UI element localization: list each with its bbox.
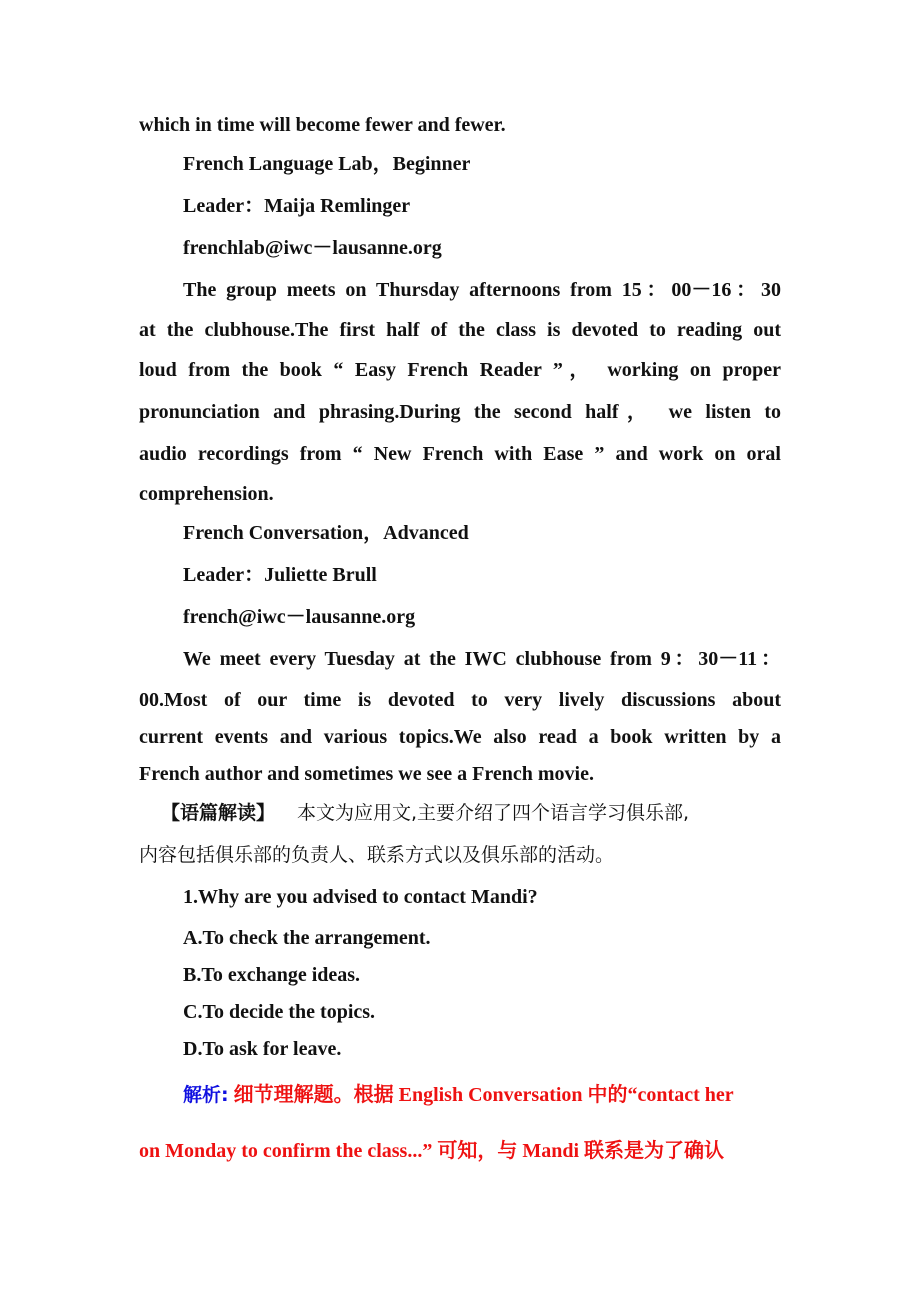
club-desc-line: pronunciation and phrasing.During the second half， we listen to	[139, 401, 781, 423]
explanation-line	[183, 1083, 781, 1107]
question-option-c: C.To decide the topics.	[183, 1001, 376, 1023]
analysis-line: 内容包括俱乐部的负责人、联系方式以及俱乐部的活动。	[139, 844, 615, 866]
question-option-d: D.To ask for leave.	[183, 1038, 342, 1060]
club-desc-line: loud from the book “ Easy French Reader ”， working on proper	[139, 359, 781, 381]
club-email: frenchlab@iwc－lausanne.org	[183, 237, 442, 259]
club-leader: Leader：Maija Remlinger	[183, 195, 411, 217]
explanation-text: 细节理解题。根据 English Conversation 中的“contact her	[233, 1084, 734, 1106]
club-title: French Language Lab，Beginner	[183, 153, 471, 175]
club-email: french@iwc－lausanne.org	[183, 606, 416, 628]
club-desc-line: We meet every Tuesday at the IWC clubhouse from 9：30－11：	[183, 648, 781, 670]
explanation-line: on Monday to confirm the class...” 可知，与 Mandi 联系是为了确认	[139, 1140, 724, 1162]
club-desc-line: 00.Most of our time is devoted to very lively discussions about	[139, 689, 781, 711]
analysis-label: 【语篇解读】	[161, 802, 276, 824]
club-desc-line: French author and sometimes we see a French movie.	[139, 763, 594, 785]
club-desc-line: at the clubhouse.The first half of the class is devoted to reading out	[139, 319, 781, 341]
club-desc-line: current events and various topics.We also read a book written by a	[139, 726, 781, 748]
club-leader: Leader：Juliette Brull	[183, 564, 377, 586]
analysis-text: 本文为应用文,主要介绍了四个语言学习俱乐部,	[297, 802, 690, 824]
explanation-label: 解析:	[183, 1084, 229, 1106]
question-option-a: A.To check the arrangement.	[183, 927, 431, 949]
club-desc-line: The group meets on Thursday afternoons from 15：00－16：30	[183, 279, 781, 301]
question-option-b: B.To exchange ideas.	[183, 964, 361, 986]
analysis-line	[161, 801, 781, 825]
club-desc-line: comprehension.	[139, 483, 274, 505]
club-title: French Conversation，Advanced	[183, 522, 469, 544]
passage-line: which in time will become fewer and fewer.	[139, 114, 506, 136]
question-stem: 1.Why are you advised to contact Mandi?	[183, 886, 538, 908]
club-desc-line: audio recordings from “ New French with Ease ” and work on oral	[139, 443, 781, 465]
